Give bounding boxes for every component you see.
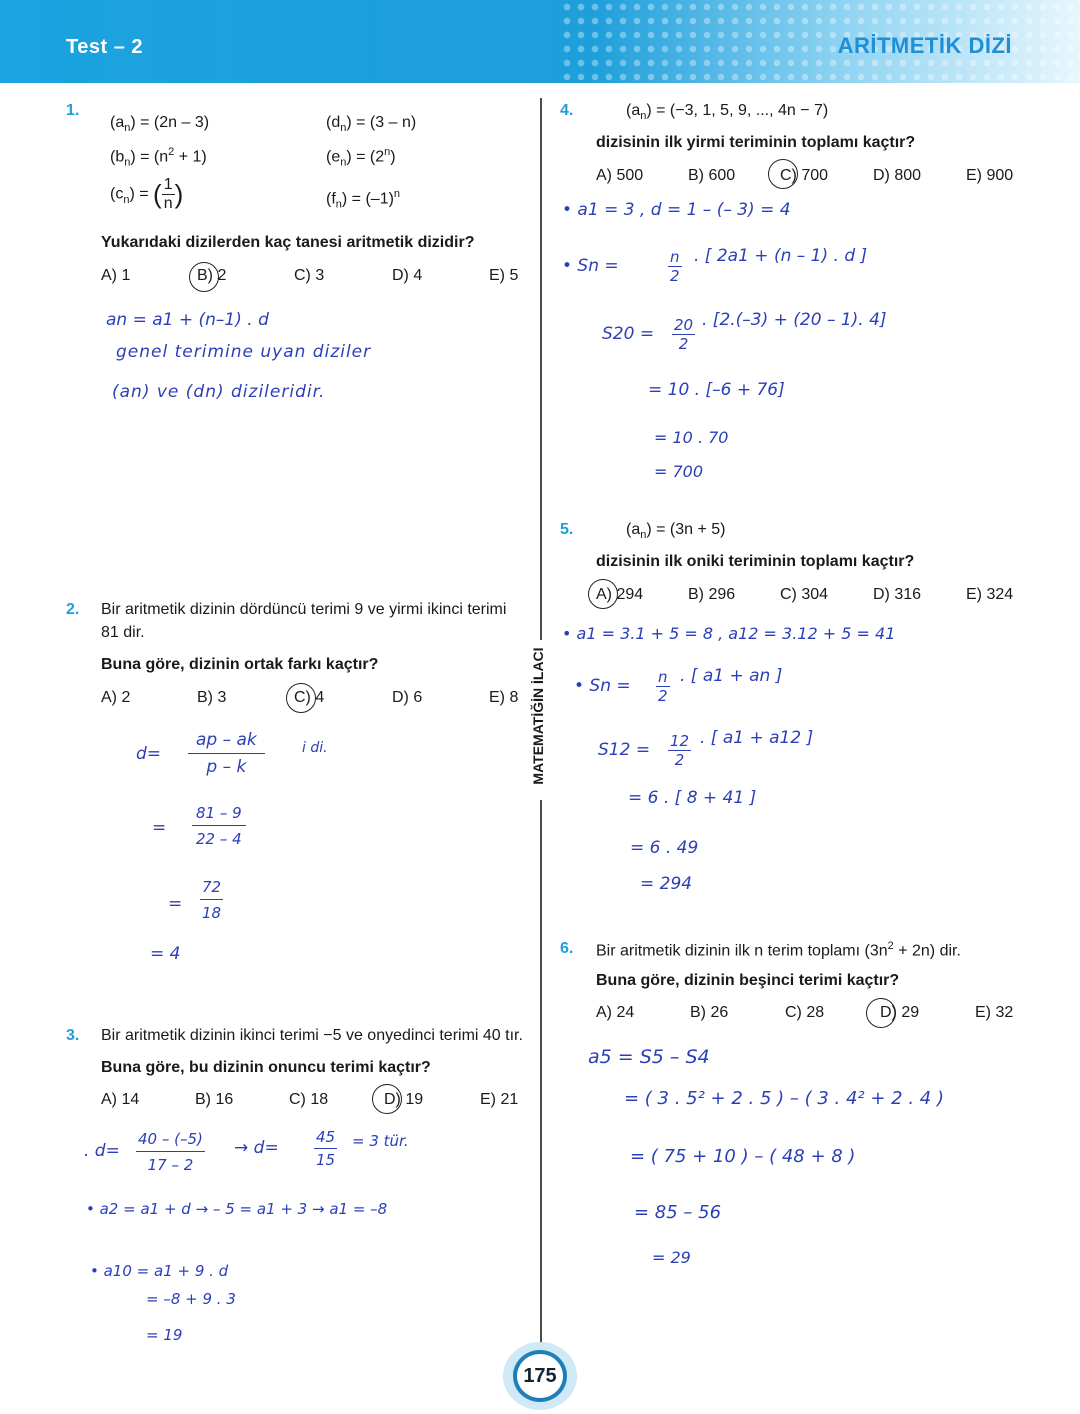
q5-work-line: = 294	[640, 874, 693, 894]
q5-option-d[interactable]: D) 316	[873, 586, 922, 603]
q5-work-formula: . [ a1 + an ]	[680, 666, 783, 686]
q2-work-eq: =	[168, 894, 183, 914]
q4-work-line: = 10 . 70	[654, 428, 729, 447]
q4-number: 4.	[560, 102, 574, 119]
q1-seq-f: $(f_n) = (-1)^n$	[326, 188, 401, 211]
q2-option-b[interactable]: B) 3	[197, 689, 227, 706]
q5-answer-circle	[588, 579, 618, 609]
q3-option-c[interactable]: C) 18	[289, 1091, 329, 1108]
q1-work-line: (an) ve (dn) dizileridir.	[112, 382, 326, 402]
q2-option-e[interactable]: E) 8	[489, 689, 519, 706]
q1-seq-a: $(a_n) = (2n - 3)$	[110, 114, 210, 135]
q6-answer-circle	[866, 998, 896, 1028]
q5-work-line: = 6 . [ 8 + 41 ]	[628, 788, 757, 808]
q6-question: Buna göre, dizinin beşinci terimi kaçtır?	[596, 972, 900, 989]
q2-work-frac1: $\frac{ap - ak}{p - k}$	[188, 730, 265, 777]
q1-option-b[interactable]: B) 2	[197, 267, 227, 284]
q1-option-e[interactable]: E) 5	[489, 267, 519, 284]
q6-option-b[interactable]: B) 26	[690, 1004, 729, 1021]
q3-text-line1: Bir aritmetik dizinin ikinci terimi −5 ve onyedinci terimi 40 tır.	[101, 1027, 523, 1044]
q6-text-line1: Bir aritmetik dizinin ilk n terim toplamı $(3n^2 + 2n)$ dir.	[596, 940, 961, 960]
q3-work-frac2: $\frac{45}{15}$	[316, 1128, 336, 1169]
q3-option-d[interactable]: D) 19	[384, 1091, 424, 1108]
q2-option-c[interactable]: C) 4	[294, 689, 325, 706]
q4-option-d[interactable]: D) 800	[873, 167, 922, 184]
q2-work-result: = 4	[150, 944, 181, 964]
q5-option-a[interactable]: A) 294	[596, 586, 644, 603]
q1-frac: $\frac{1}{n}$	[163, 176, 173, 212]
q3-option-b[interactable]: B) 16	[195, 1091, 234, 1108]
page-number: 175	[513, 1350, 567, 1402]
q6-number: 6.	[560, 940, 574, 957]
q3-work-line: • a10 = a1 + 9 . d	[90, 1262, 229, 1280]
q1-seq-e: $(e_n) = (2^n)$	[326, 146, 396, 169]
q4-work-frac1: $\frac{n}{2}$	[669, 248, 680, 285]
q1-number: 1.	[66, 102, 80, 119]
q4-option-c[interactable]: C) 700	[780, 167, 829, 184]
q4-option-e[interactable]: E) 900	[966, 167, 1014, 184]
q4-work-sn: • Sn =	[562, 256, 619, 276]
q6-work-line: = ( 3 . 5² + 2 . 5 ) – ( 3 . 4² + 2 . 4 )	[624, 1088, 944, 1109]
q3-work-frac1: $\frac{40 - (-5)}{17 - 2}$	[138, 1130, 203, 1174]
q5-work-frac1: $\frac{n}{2}$	[657, 668, 668, 705]
q3-work-arrow: → d=	[234, 1138, 279, 1158]
q2-work-note: i di.	[302, 740, 328, 756]
q4-option-b[interactable]: B) 600	[688, 167, 736, 184]
q2-question: Buna göre, dizinin ortak farkı kaçtır?	[101, 656, 379, 673]
q6-option-d[interactable]: D) 29	[880, 1004, 920, 1021]
q1-seq-b: $(b_n) = (n^2 + 1)$	[110, 146, 207, 169]
q4-work-frac2: $\frac{20}{2}$	[674, 316, 694, 353]
q1-seq-c: $(c_n)$ = ( $\frac{1}{n}$ )	[110, 176, 184, 212]
q5-work-s12: S12 =	[598, 740, 651, 760]
topic-title: ARİTMETİK DİZİ	[837, 33, 1012, 58]
q1-option-c[interactable]: C) 3	[294, 267, 325, 284]
q5-work-sn: • Sn =	[574, 676, 631, 696]
q6-work-line: = 85 – 56	[634, 1202, 722, 1223]
q5-number: 5.	[560, 521, 574, 538]
q4-work-line: = 10 . [–6 + 76]	[648, 380, 785, 400]
q1-seq-d: $(d_n) = (3 - n)$	[326, 114, 417, 135]
q2-answer-circle	[286, 683, 316, 713]
q5-seq: $(a_n) = (3n + 5)$	[626, 521, 726, 542]
q3-work-d: . d=	[84, 1141, 120, 1161]
q4-answer-circle	[768, 159, 798, 189]
q6-option-e[interactable]: E) 32	[975, 1004, 1014, 1021]
q3-work-line: • a2 = a1 + d → – 5 = a1 + 3 → a1 = –8	[86, 1200, 388, 1218]
q6-work-line: a5 = S5 – S4	[588, 1046, 710, 1068]
q4-work-s20: S20 =	[602, 324, 655, 344]
q2-option-a[interactable]: A) 2	[101, 689, 131, 706]
side-label: MATEMATİĞİN İLACI	[530, 647, 546, 785]
q4-seq: $(a_n) = (-3$, 1, 5, 9, ..., 4n − 7)	[626, 102, 829, 123]
q2-work-frac2: $\frac{81 - 9}{22 - 4}$	[192, 804, 246, 848]
q5-option-b[interactable]: B) 296	[688, 586, 736, 603]
q1-question: Yukarıdaki dizilerden kaç tanesi aritmetik dizidir?	[101, 234, 475, 251]
q2-text-line2: 81 dir.	[101, 624, 145, 641]
q4-option-a[interactable]: A) 500	[596, 167, 644, 184]
q4-work-line: = 700	[654, 462, 704, 481]
q1-work-line: genel terimine uyan diziler	[116, 342, 372, 362]
q1-option-a[interactable]: A) 1	[101, 267, 131, 284]
q3-work-line: = –8 + 9 . 3	[146, 1290, 236, 1308]
q1-work-line: an = a1 + (n–1) . d	[106, 310, 269, 330]
q5-option-c[interactable]: C) 304	[780, 586, 829, 603]
q4-work-line: • a1 = 3 , d = 1 – (– 3) = 4	[562, 200, 791, 220]
q2-text-line1: Bir aritmetik dizinin dördüncü terimi 9 ve yirmi ikinci terimi	[101, 601, 507, 618]
q2-number: 2.	[66, 601, 80, 618]
q6-option-c[interactable]: C) 28	[785, 1004, 825, 1021]
q5-work-frac2: $\frac{12}{2}$	[670, 732, 690, 769]
q4-work-formula: . [ 2a1 + (n – 1) . d ]	[694, 246, 868, 266]
q3-number: 3.	[66, 1027, 80, 1044]
q4-work-expr: . [2.(–3) + (20 – 1). 4]	[702, 310, 887, 330]
q5-option-e[interactable]: E) 324	[966, 586, 1014, 603]
test-label: Test – 2	[66, 36, 143, 58]
q2-work-eq: =	[152, 818, 167, 838]
q3-answer-circle	[372, 1084, 402, 1114]
q4-question: dizisinin ilk yirmi teriminin toplamı kaçtır?	[596, 134, 916, 151]
q2-work-d: d=	[136, 744, 162, 764]
q1-option-d[interactable]: D) 4	[392, 267, 423, 284]
q5-work-expr: . [ a1 + a12 ]	[700, 728, 814, 748]
q5-work-line: = 6 . 49	[630, 838, 699, 858]
q6-work-line: = ( 75 + 10 ) – ( 48 + 8 )	[630, 1146, 856, 1167]
q6-work-line: = 29	[652, 1248, 691, 1267]
q2-work-frac3: $\frac{72}{18}$	[202, 878, 222, 922]
q1-answer-circle	[189, 262, 219, 292]
q2-option-d[interactable]: D) 6	[392, 689, 423, 706]
q3-option-e[interactable]: E) 21	[480, 1091, 519, 1108]
q5-question: dizisinin ilk oniki teriminin toplamı kaçtır?	[596, 553, 915, 570]
q6-option-a[interactable]: A) 24	[596, 1004, 635, 1021]
q3-work-result: = 3 tür.	[352, 1132, 409, 1150]
q3-question: Buna göre, bu dizinin onuncu terimi kaçtır?	[101, 1059, 431, 1076]
q3-work-line: = 19	[146, 1326, 183, 1344]
q3-option-a[interactable]: A) 14	[101, 1091, 140, 1108]
q5-work-line: • a1 = 3.1 + 5 = 8 , a12 = 3.12 + 5 = 41	[562, 624, 896, 643]
